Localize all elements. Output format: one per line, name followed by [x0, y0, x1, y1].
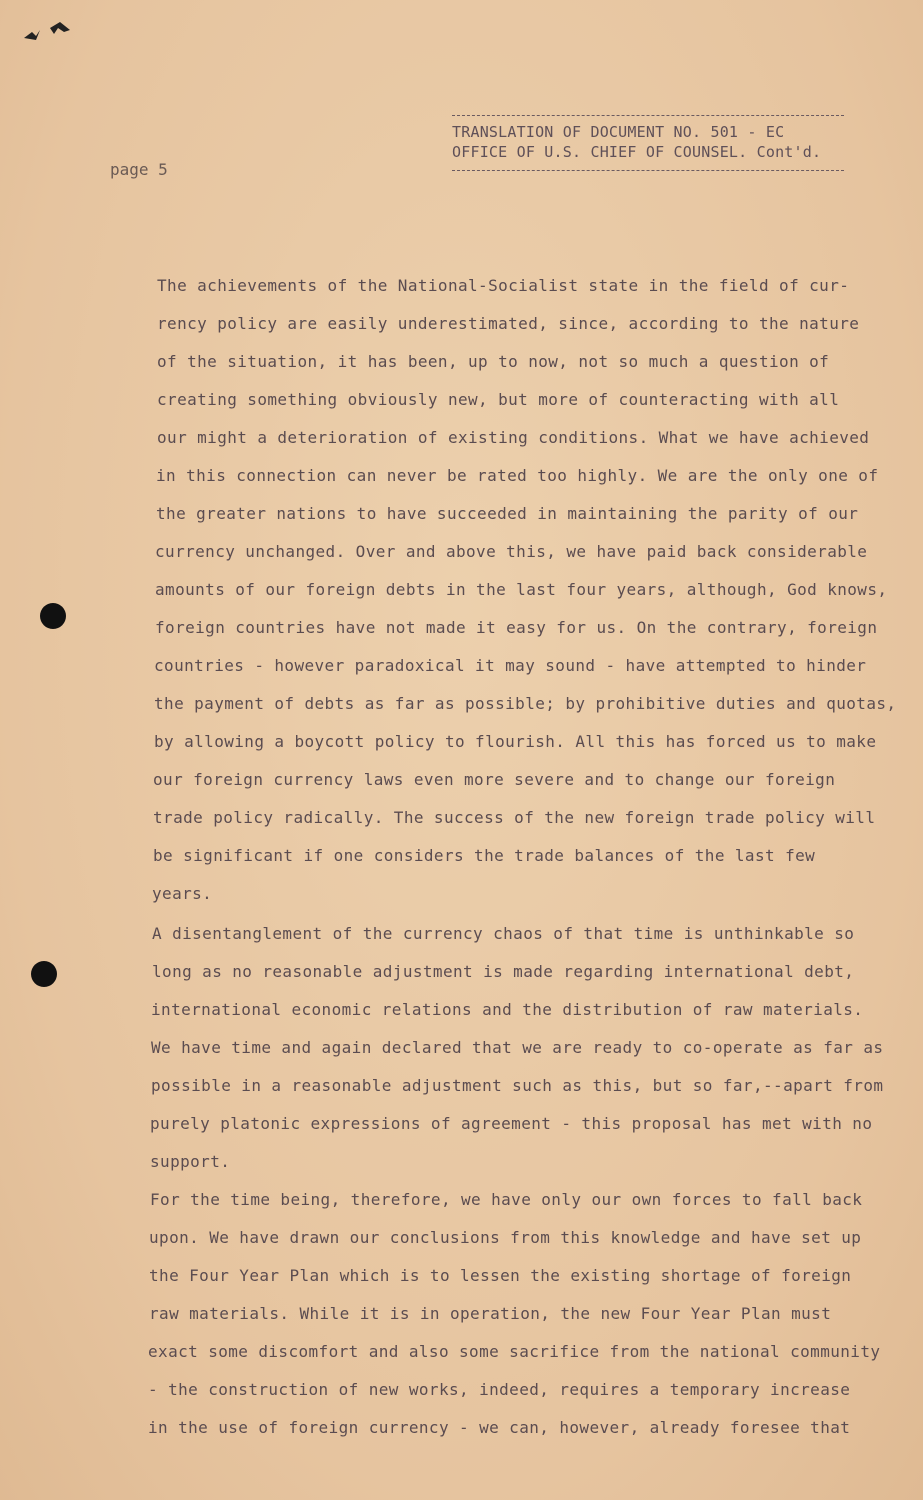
text-line: raw materials. While it is in operation, the new Four Year Plan must — [149, 1304, 832, 1323]
text-line: the greater nations to have succeeded in maintaining the parity of our — [156, 504, 859, 523]
text-line: rency policy are easily underestimated, since, according to the nature — [157, 314, 860, 333]
header-line-1: TRANSLATION OF DOCUMENT NO. 501 - EC — [452, 123, 785, 141]
text-line: currency unchanged. Over and above this, we have paid back considerable — [155, 542, 868, 561]
text-line: countries - however paradoxical it may sound - have attempted to hinder — [154, 656, 867, 675]
text-line: possible in a reasonable adjustment such as this, but so far,--apart from — [151, 1076, 884, 1095]
text-line: in this connection can never be rated too highly. We are the only one of — [156, 466, 879, 485]
text-line: - the construction of new works, indeed, requires a temporary increase — [148, 1380, 851, 1399]
text-line: amounts of our foreign debts in the last four years, although, God knows, — [155, 580, 888, 599]
text-line: years. — [152, 884, 213, 903]
text-line: creating something obviously new, but more of counteracting with all — [157, 390, 840, 409]
text-line: foreign countries have not made it easy for us. On the contrary, foreign — [155, 618, 878, 637]
text-line: by allowing a boycott policy to flourish. All this has forced us to make — [154, 732, 877, 751]
text-line: our foreign currency laws even more severe and to change our foreign — [153, 770, 836, 789]
text-line: For the time being, therefore, we have only our own forces to fall back — [150, 1190, 863, 1209]
text-line: A disentanglement of the currency chaos of that time is unthinkable so — [152, 924, 855, 943]
text-line: the payment of debts as far as possible; by prohibitive duties and quotas, — [154, 694, 897, 713]
text-line: support. — [150, 1152, 231, 1171]
text-line: We have time and again declared that we are ready to co-operate as far as — [151, 1038, 884, 1057]
text-line: be significant if one considers the trade balances of the last few — [153, 846, 816, 865]
text-line: purely platonic expressions of agreement - this proposal has met with no — [150, 1114, 873, 1133]
text-line: The achievements of the National-Socialist state in the field of cur- — [157, 276, 850, 295]
header-line-2: OFFICE OF U.S. CHIEF OF COUNSEL. Cont'd. — [452, 143, 822, 161]
text-line: international economic relations and the distribution of raw materials. — [151, 1000, 864, 1019]
page-number: page 5 — [110, 160, 168, 179]
text-line: in the use of foreign currency - we can, however, already foresee that — [148, 1418, 851, 1437]
text-line: upon. We have drawn our conclusions from this knowledge and have set up — [149, 1228, 862, 1247]
text-line: exact some discomfort and also some sacrifice from the national community — [148, 1342, 881, 1361]
text-line: long as no reasonable adjustment is made regarding international debt, — [152, 962, 855, 981]
text-line: our might a deterioration of existing conditions. What we have achieved — [157, 428, 870, 447]
text-line: of the situation, it has been, up to now, not so much a question of — [157, 352, 830, 371]
text-line: the Four Year Plan which is to lessen the existing shortage of foreign — [149, 1266, 852, 1285]
text-line: trade policy radically. The success of the new foreign trade policy will — [153, 808, 876, 827]
